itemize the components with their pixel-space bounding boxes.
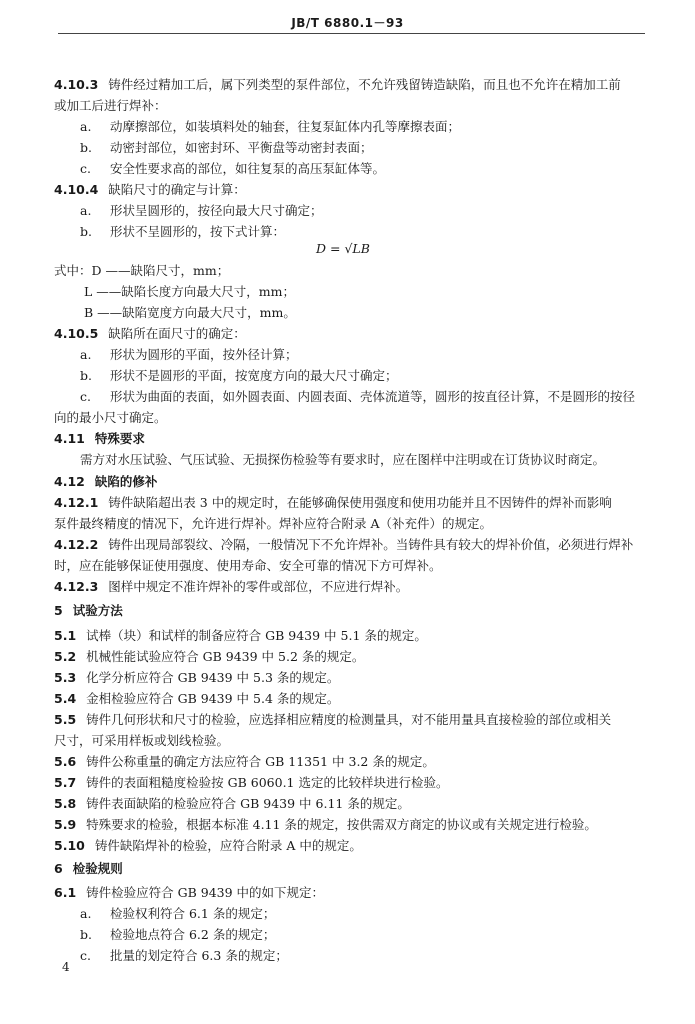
- line-text: 铸件缺陷超出表 3 中的规定时，在能够确保使用强度和使用功能并且不因铸件的焊补而影响: [108, 495, 612, 510]
- section-number: 5.7: [54, 775, 77, 790]
- line-text: 图样中规定不准许焊补的零件或部位，不应进行焊补。: [108, 579, 409, 594]
- line-text: 动摩擦部位，如装填料处的轴套，往复泵缸体内孔等摩擦表面；: [110, 119, 461, 134]
- text-line: [84, 283, 295, 301]
- section-heading: 特殊要求: [94, 431, 145, 446]
- line-text: B ——缺陷宽度方向最大尺寸，mm。: [84, 305, 296, 320]
- text-line: [54, 816, 597, 834]
- text-line: [54, 97, 167, 115]
- section-number: 5.6: [54, 754, 77, 769]
- text-line: [54, 494, 612, 512]
- text-line: [80, 139, 373, 157]
- text-line: [80, 118, 460, 136]
- line-text: 时，应在能够保证使用强度、使用寿命、安全可靠的情况下方可焊补。: [54, 558, 442, 573]
- text-line: [316, 240, 370, 258]
- line-text: 试棒（块）和试样的制备应符合 GB 9439 中 5.1 条的规定。: [86, 628, 427, 643]
- list-label: a.: [80, 906, 92, 921]
- list-label: a.: [80, 119, 92, 134]
- line-text: 铸件缺陷焊补的检验，应符合附录 A 中的规定。: [94, 838, 362, 853]
- text-line: [54, 627, 427, 645]
- text-line: [80, 160, 385, 178]
- line-text: 形状呈圆形的，按径向最大尺寸确定；: [110, 203, 323, 218]
- section-number: 4.12.3: [54, 579, 99, 594]
- section-number: 4.12.2: [54, 537, 99, 552]
- line-text: 缺陷尺寸的确定与计算：: [108, 182, 246, 197]
- text-line: [54, 753, 435, 771]
- text-line: [54, 837, 362, 855]
- page-number: 4: [62, 960, 70, 974]
- list-label: b.: [80, 368, 92, 383]
- text-line: [54, 557, 442, 575]
- text-line: [54, 430, 145, 448]
- text-line: [54, 76, 621, 94]
- line-text: 或加工后进行焊补：: [54, 98, 167, 113]
- section-number: 5.4: [54, 691, 77, 706]
- text-line: [54, 602, 123, 620]
- text-line: [54, 473, 157, 491]
- text-line: [54, 181, 246, 199]
- list-label: a.: [80, 347, 92, 362]
- section-number: 5.3: [54, 670, 77, 685]
- text-line: [54, 774, 449, 792]
- text-line: [80, 947, 288, 965]
- text-line: [54, 860, 123, 878]
- list-label: c.: [80, 161, 91, 176]
- list-label: b.: [80, 140, 92, 155]
- line-text: 形状为圆形的平面，按外径计算；: [110, 347, 298, 362]
- section-number: 4.10.5: [54, 326, 99, 341]
- section-heading: 缺陷的修补: [94, 474, 158, 489]
- text-line: [54, 515, 492, 533]
- text-line: [80, 926, 275, 944]
- section-number: 4.12.1: [54, 495, 99, 510]
- text-line: [54, 669, 339, 687]
- line-text: 动密封部位，如密封环、平衡盘等动密封表面；: [110, 140, 373, 155]
- section-number: 5.5: [54, 712, 77, 727]
- line-text: 形状为曲面的表面，如外圆表面、内圆表面、壳体流道等，圆形的按直径计算，不是圆形的按径: [110, 389, 636, 404]
- text-line: [54, 648, 364, 666]
- line-text: 机械性能试验应符合 GB 9439 中 5.2 条的规定。: [86, 649, 365, 664]
- line-text: 检验权利符合 6.1 条的规定；: [110, 906, 276, 921]
- list-label: b.: [80, 224, 92, 239]
- section-number: 5.10: [54, 838, 85, 853]
- list-label: b.: [80, 927, 92, 942]
- line-text: 铸件经过精加工后，属下列类型的泵件部位，不允许残留铸造缺陷，而且也不允许在精加工前: [108, 77, 621, 92]
- section-number: 6: [54, 861, 63, 876]
- section-number: 4.10.4: [54, 182, 99, 197]
- list-label: c.: [80, 389, 91, 404]
- section-heading: 试验方法: [72, 603, 123, 618]
- line-text: L ——缺陷长度方向最大尺寸，mm；: [84, 284, 295, 299]
- section-number: 4.12: [54, 474, 85, 489]
- text-line: [80, 223, 285, 241]
- text-line: [54, 884, 324, 902]
- line-text: 形状不是圆形的平面，按宽度方向的最大尺寸确定；: [110, 368, 398, 383]
- line-text: 金相检验应符合 GB 9439 中 5.4 条的规定。: [86, 691, 340, 706]
- line-text: 特殊要求的检验，根据本标准 4.11 条的规定，按供需双方商定的协议或有关规定进行检验。: [86, 817, 597, 832]
- list-label: c.: [80, 948, 91, 963]
- line-text: 需方对水压试验、气压试验、无损探伤检验等有要求时，应在图样中注明或在订货协议时商定。: [80, 452, 606, 467]
- line-text: 铸件几何形状和尺寸的检验，应选择相应精度的检测量具，对不能用量具直接检验的部位或相关: [86, 712, 612, 727]
- line-text: 尺寸，可采用样板或划线检验。: [54, 733, 230, 748]
- text-line: [54, 732, 229, 750]
- list-label: a.: [80, 203, 92, 218]
- line-text: 式中：D ——缺陷尺寸，mm；: [54, 263, 230, 278]
- section-number: 4.11: [54, 431, 85, 446]
- line-text: 形状不呈圆形的，按下式计算：: [110, 224, 286, 239]
- line-text: 向的最小尺寸确定。: [54, 410, 167, 425]
- section-heading: 检验规则: [72, 861, 123, 876]
- text-line: [84, 304, 296, 322]
- line-text: 铸件表面缺陷的检验应符合 GB 9439 中 6.11 条的规定。: [86, 796, 410, 811]
- text-line: [80, 202, 323, 220]
- text-line: [54, 795, 410, 813]
- section-number: 5.9: [54, 817, 77, 832]
- line-text: 铸件的表面粗糙度检验按 GB 6060.1 选定的比较样块进行检验。: [86, 775, 449, 790]
- text-line: [54, 536, 633, 554]
- line-text: 铸件检验应符合 GB 9439 中的如下规定：: [86, 885, 325, 900]
- text-line: [54, 711, 611, 729]
- text-line: [54, 325, 246, 343]
- section-number: 4.10.3: [54, 77, 99, 92]
- section-number: 5: [54, 603, 63, 618]
- line-text: 泵件最终精度的情况下，允许进行焊补。焊补应符合附录 A（补充件）的规定。: [54, 516, 493, 531]
- text-line: [80, 367, 398, 385]
- text-line: [80, 388, 635, 406]
- line-text: 安全性要求高的部位，如往复泵的高压泵缸体等。: [110, 161, 386, 176]
- text-line: [54, 690, 339, 708]
- text-line: [80, 346, 298, 364]
- header-rule: [58, 33, 645, 34]
- section-number: 5.8: [54, 796, 77, 811]
- page-header: JB/T 6880.1－93: [291, 16, 404, 30]
- text-line: [54, 578, 408, 596]
- line-text: 化学分析应符合 GB 9439 中 5.3 条的规定。: [86, 670, 340, 685]
- text-line: [80, 905, 275, 923]
- section-number: 6.1: [54, 885, 77, 900]
- text-line: [54, 262, 229, 280]
- section-number: 5.1: [54, 628, 77, 643]
- line-text: 缺陷所在面尺寸的确定：: [108, 326, 246, 341]
- line-text: D = √LB: [316, 241, 370, 256]
- line-text: 铸件公称重量的确定方法应符合 GB 11351 中 3.2 条的规定。: [86, 754, 435, 769]
- line-text: 铸件出现局部裂纹、冷隔，一般情况下不允许焊补。当铸件具有较大的焊补价值，必须进行焊补: [108, 537, 634, 552]
- line-text: 批量的划定符合 6.3 条的规定；: [110, 948, 288, 963]
- section-number: 5.2: [54, 649, 77, 664]
- line-text: 检验地点符合 6.2 条的规定；: [110, 927, 276, 942]
- text-line: [54, 409, 167, 427]
- text-line: [80, 451, 605, 469]
